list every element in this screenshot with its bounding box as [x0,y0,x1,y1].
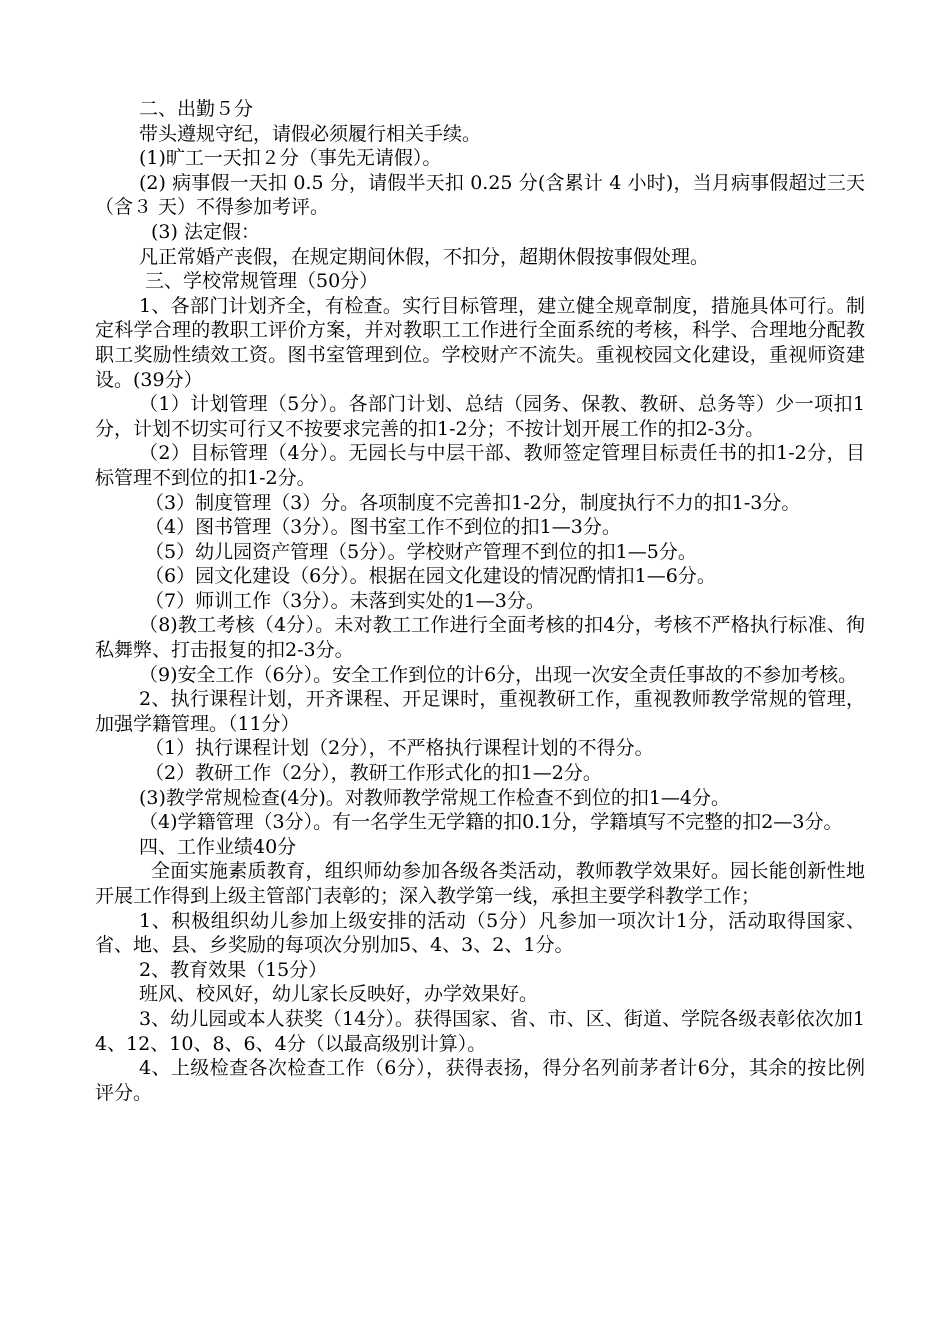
paragraph: （7）师训工作（3分）。未落到实处的1—3分。 [145,589,545,612]
paragraph: (3)教学常规检查(4分)。对教师教学常规工作检查不到位的扣1—4分。 [139,786,731,809]
paragraph: (3) 法定假： [151,220,260,243]
paragraph: 凡正常婚产丧假，在规定期间休假，不扣分，超期休假按事假处理。 [139,245,710,268]
section-heading-work-performance: 四、工作业绩40分 [139,835,297,858]
paragraph: 带头遵规守纪，请假必须履行相关手续。 [139,122,482,145]
paragraph: （6）园文化建设（6分）。根据在园文化建设的情况酌情扣1—6分。 [145,565,716,588]
paragraph: （8)教工考核（4分）。未对教工工作进行全面考核的扣4分，考核不严格执行标准、徇私舞弊、打击报复的扣2-3分。 [95,614,865,662]
paragraph: 全面实施素质教育，组织师幼参加各级各类活动，教师教学效果好。园长能创新性地开展工作得到上级主管部门表彰的；深入教学第一线，承担主要学科教学工作； [95,860,865,907]
section-heading-school-management: 三、学校常规管理（50分） [145,270,379,293]
paragraph: 3、幼儿园或本人获奖（14分）。获得国家、省、市、区、街道、学院各级表彰依次加14、12、10、8、6、4分（以最高级别计算）。 [95,1007,865,1055]
paragraph: （9)安全工作（6分）。安全工作到位的计6分，出现一次安全责任事故的不参加考核。 [139,663,858,686]
paragraph: 2、执行课程计划，开齐课程、开足课时，重视教研工作，重视教师教学常规的管理，加强学籍管理。（11分） [95,688,865,735]
paragraph: （2）教研工作（2分），教研工作形式化的扣1—2分。 [145,762,602,785]
paragraph: 4、上级检查各次检查工作（6分），获得表扬，得分名列前茅者计6分，其余的按比例评分。 [95,1057,865,1104]
paragraph: （2）目标管理（4分）。无园长与中层干部、教师签定管理目标责任书的扣1-2分，目标管理不到位的扣1-2分。 [95,442,865,489]
paragraph: (2) 病事假一天扣 0.5 分，请假半天扣 0.25 分(含累计 4 小时)，当月病事假超过三天（含３ 天）不得参加考评。 [95,171,865,219]
paragraph: 1、积极组织幼儿参加上级安排的活动（5分）凡参加一项次计1分，活动取得国家、省、地、县、乡奖励的每项次分别加5、4、3、2、1分。 [95,909,865,957]
document-page [95,97,865,1105]
paragraph: （5）幼儿园资产管理（5分）。学校财产管理不到位的扣1—5分。 [145,540,697,563]
paragraph: (1)旷工一天扣２分（事先无请假）。 [139,147,442,170]
paragraph: 班风、校风好，幼儿家长反映好，办学效果好。 [139,983,539,1006]
paragraph: （3）制度管理（3）分。各项制度不完善扣1-2分，制度执行不力的扣1-3分。 [145,491,801,514]
paragraph: （4)学籍管理（3分）。有一名学生无学籍的扣0.1分，学籍填写不完整的扣2—3分。 [139,811,843,834]
paragraph: （1）计划管理（5分）。各部门计划、总结（园务、保教、教研、总务等）少一项扣1分，计划不切实可行又不按要求完善的扣1-2分；不按计划开展工作的扣2-3分。 [95,393,865,440]
paragraph: （4）图书管理（3分）。图书室工作不到位的扣1—3分。 [145,516,621,539]
paragraph: 1、各部门计划齐全，有检查。实行目标管理，建立健全规章制度，措施具体可行。制定科学合理的教职工评价方案，并对教职工工作进行全面系统的考核，科学、合理地分配教职工奖励性绩效工资。图书室管理到位。学校财产不流失。重视校园文化建设，重视师资建设。(39分） [95,294,865,391]
section-heading-attendance: 二、出勤５分 [139,98,254,120]
paragraph: 2、教育效果（15分） [139,958,328,981]
paragraph: （1）执行课程计划（2分），不严格执行课程计划的不得分。 [145,737,654,760]
